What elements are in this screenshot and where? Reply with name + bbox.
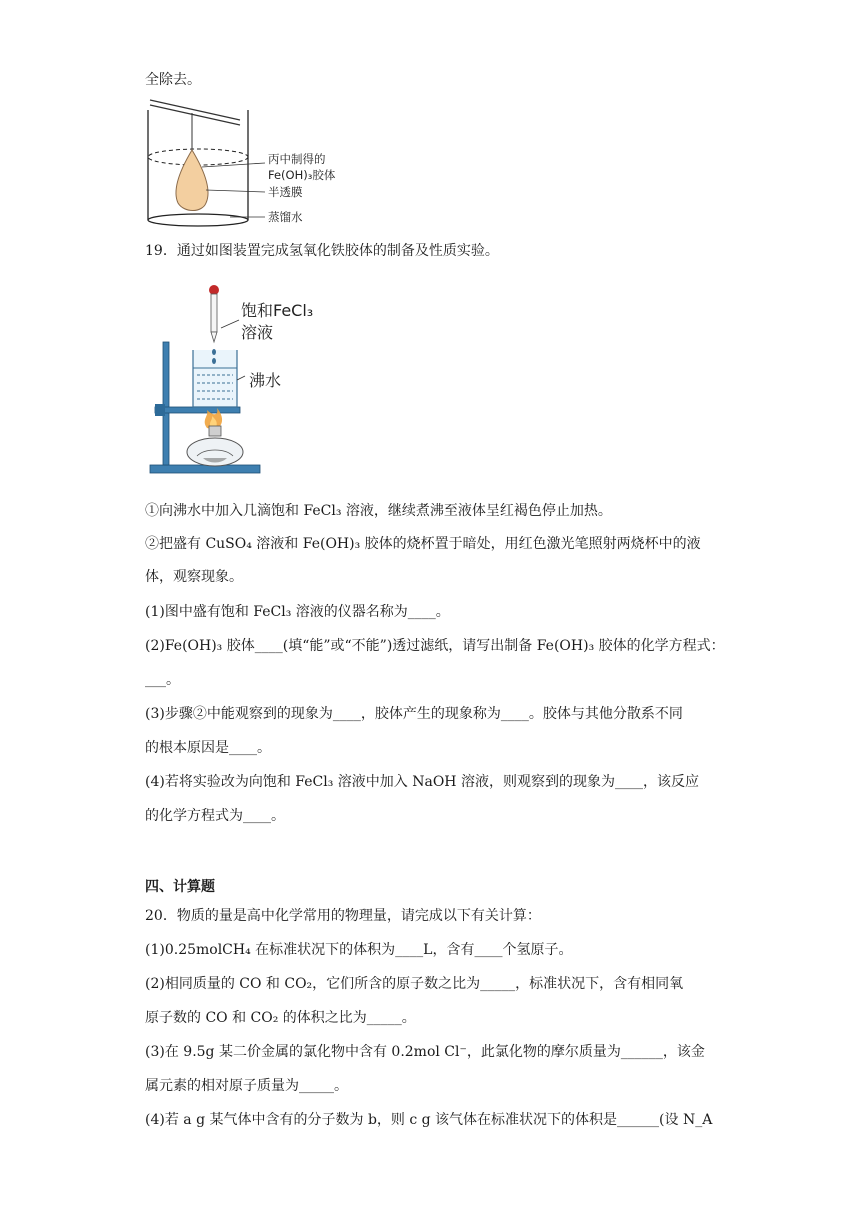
q19-line-8: 的根本原因是____。: [145, 740, 271, 756]
q19-line-10: 的化学方程式为____。: [145, 808, 285, 824]
label-distilled-water: 蒸馏水: [268, 210, 303, 224]
q19-line-6: ___。: [145, 672, 180, 688]
q20-line-4: 原子数的 CO 和 CO₂ 的体积之比为_____。: [145, 1010, 416, 1026]
q20-line-6: 属元素的相对原子质量为_____。: [145, 1078, 348, 1094]
q19-stem: 19．通过如图装置完成氢氧化铁胶体的制备及性质实验。: [145, 243, 499, 259]
q19-line-3: 体，观察现象。: [145, 569, 243, 585]
q20-line-3: (2)相同质量的 CO 和 CO₂，它们所含的原子数之比为_____，标准状况下，含有相同氧: [145, 976, 684, 992]
q19-line-4: (1)图中盛有饱和 FeCl₃ 溶液的仪器名称为____。: [145, 604, 450, 620]
q19-line-1: ①向沸水中加入几滴饱和 FeCl₃ 溶液，继续煮沸至液体呈红褐色停止加热。: [145, 503, 612, 519]
q19-line-7: (3)步骤②中能观察到的现象为____，胶体产生的现象称为____。胶体与其他分散系不同: [145, 706, 683, 722]
q20-line-2: (1)0.25molCH₄ 在标准状况下的体积为____L，含有____个氢原子。: [145, 942, 573, 958]
dialysis-figure: [140, 95, 360, 235]
label-membrane: 半透膜: [268, 185, 303, 199]
label-boiling-water: 沸水: [249, 371, 282, 390]
label-fecl3-line2: 溶液: [241, 323, 274, 342]
ferric-colloid-apparatus: [145, 280, 345, 480]
label-colloid-line2: Fe(OH)₃胶体: [268, 168, 336, 182]
q20-line-5: (3)在 9.5g 某二价金属的氯化物中含有 0.2mol Cl⁻，此氯化物的摩尔质量为______，该金: [145, 1044, 705, 1060]
q19-line-2: ②把盛有 CuSO₄ 溶液和 Fe(OH)₃ 胶体的烧杯置于暗处，用红色激光笔照射两烧杯中的液: [145, 536, 701, 552]
section-heading: 四、计算题: [145, 879, 215, 895]
q19-line-5: (2)Fe(OH)₃ 胶体____(填“能”或“不能”)透过滤纸，请写出制备 Fe(OH)₃ 胶体的化学方程式：: [145, 638, 725, 654]
label-fecl3-line1: 饱和FeCl₃: [241, 301, 314, 320]
previous-question-tail: 全除去。: [145, 72, 201, 88]
label-colloid-line1: 丙中制得的: [268, 152, 326, 166]
q20-line-1: 20．物质的量是高中化学常用的物理量，请完成以下有关计算：: [145, 908, 541, 924]
q19-line-9: (4)若将实验改为向饱和 FeCl₃ 溶液中加入 NaOH 溶液，则观察到的现象为____，该反应: [145, 774, 699, 790]
q20-line-7: (4)若 a g 某气体中含有的分子数为 b，则 c g 该气体在标准状况下的体积是______(设 N_A: [145, 1112, 713, 1128]
